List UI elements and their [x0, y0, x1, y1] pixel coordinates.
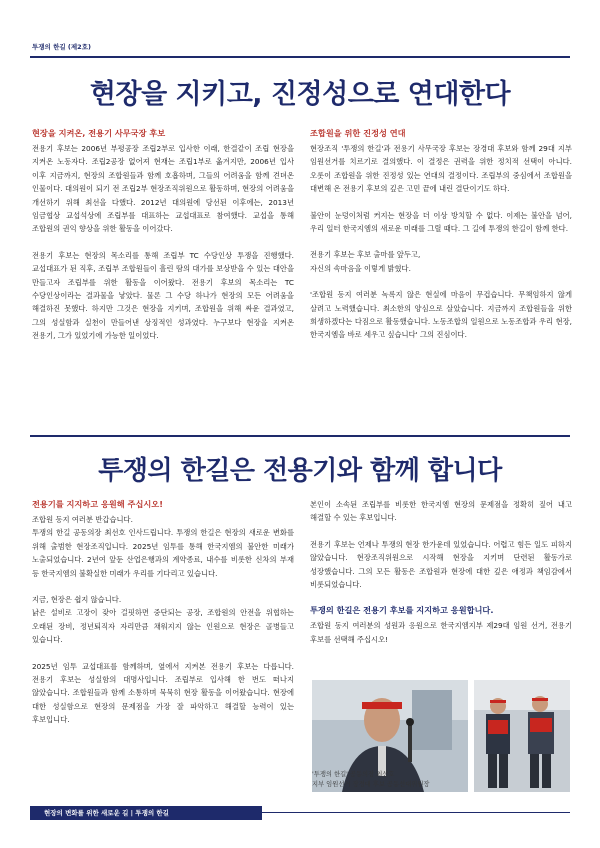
section1-headline: 현장을 지키고, 진정성으로 연대한다: [89, 79, 511, 110]
section2-headline: 투쟁의 한길은 전용기와 함께 합니다: [98, 456, 502, 486]
section2-left-column: [32, 498, 294, 740]
footer-rule: [262, 812, 570, 813]
section2-right-paragraph-1: 본인이 소속된 조립부를 비롯한 한국지엠 현장의 문제점을 정확히 짚어 내고 해결할 수 있는 후보입니다.: [310, 500, 572, 523]
section1-left-subhead: 현장을 지켜온, 전용기 사무국장 후보: [32, 128, 166, 138]
section2-right-paragraph-3: 조합원 동지 여러분의 성원과 응원으로 한국지엠지부 제29대 임원 선거, 전용기 후보를 선택해 주십시오!: [310, 621, 572, 644]
section2-right-subhead: 투쟁의 한길은 전용기 후보를 지지하고 응원합니다.: [310, 605, 494, 616]
picket-photo: [474, 680, 570, 792]
section2-left-paragraph-2a: 지금, 현장은 쉽지 않습니다.: [32, 595, 122, 605]
section1-right-paragraph-2: 불안이 눈덩이처럼 커지는 현장을 더 이상 방치할 수 없다. 이제는 불안을 넘어, 우리 일터 한국지엠의 새로운 미래를 그릴 때다. 그 길에 투쟁의 한길이 함께 한다.: [310, 210, 572, 234]
section1-right-paragraph-3a: 전용기 후보는 후보 출마를 앞두고,: [310, 250, 421, 260]
section2-right-paragraph-2: 전용기 후보는 언제나 투쟁의 현장 한가운데 있었습니다. 어렵고 힘든 일도 피하지 않았습니다. 현장조직위원으로 시작해 현장을 지키며 단련된 활동가로 성장했습니다. 그의 모든 활동은 조합원과 현장에 대한 깊은 애정과 책임감에서 비롯되었습니다.: [310, 539, 572, 590]
section2-left-paragraph-3: 2025년 임투 교섭대표를 함께하며, 옆에서 지켜본 전용기 후보는 다릅니다. 전용기 후보는 성실함의 대명사입니다. 조립부로 입사해 한 번도 떠나지 않았습니다. 조합원들과 함께 소통하며 묵묵히 현장 활동을 이어왔습니다. 현장에 대한 성실함으로 현장의 문제점을 가장 잘 파악하고 해결할 능력이 있는 후보입니다.: [32, 661, 294, 725]
section2-left-paragraph-2b: 낡은 설비로 고장이 잦아 걸핏하면 중단되는 공장, 조합원의 안전을 위협하는 오래된 장비, 정년퇴직자 자리만큼 채워지지 않는 인원으로 현장은 골병들고 있습니다.: [32, 608, 294, 645]
picket-photo-image: [474, 680, 570, 792]
section2-right-column: [310, 498, 572, 659]
section-divider: [30, 435, 570, 437]
footer-banner: 현장의 변화를 위한 새로운 길 | 투쟁의 한길: [30, 806, 262, 820]
page-header: [30, 40, 570, 58]
section1-left-paragraph-1: 전용기 후보는 2006년 부평공장 조립2부로 입사한 이래, 한결같이 조립 현장을 지켜온 노동자다. 조립2공장 없어져 현재는 조립1부로 옮겨지만, 2006년 입사 이후 지금까지, 현장의 조합원들과 함께 호흡하며, 그들의 어려움을 함께 견뎌온 인물이다. 대의원이 되기 전 조립2부 현장조직위원으로 활동하며, 현장의 어려움을 개선하기 위해 최선을 다했다. 2012년 대의원에 당선된 이후에는, 2013년 임금협상 교섭석상에 조립부를 대표하는 교섭대표로 참여했다. 교섭을 통해 조합원의 권익 향상을 위한 활동을 이어갔다.: [32, 144, 294, 234]
issue-label: 투쟁의 한길 (제2호): [32, 43, 91, 51]
section1-right-column: [310, 127, 572, 355]
section1-right-paragraph-3b: 자신의 속마음을 이렇게 밝혔다.: [310, 263, 411, 273]
photo-caption-line-1: '투쟁의 한길' 공동의장 최선호: [312, 771, 395, 778]
section2-left-subhead: 전용기를 지지하고 응원해 주십시오!: [32, 499, 163, 509]
photo-caption: [312, 770, 468, 790]
section1-left-column: [32, 127, 294, 356]
section2-left-paragraph-1a: 조합원 동지 여러분 반갑습니다.: [32, 515, 133, 524]
section1-left-paragraph-2: 전용기 후보는 현장의 목소리를 통해 조립부 TC 수당인상 투쟁을 진행했다. 교섭대표가 된 직후, 조립부 조합원들이 흘린 땀의 대가를 보상받을 수 있는 대안을 만들고자 조립부를 위한 활동을 이어왔다. 전용기 후보의 목소리는 TC 수당인상이라는 결과물을 낳았다. 물론 그 수당 하나가 현장의 모든 어려움을 해결하진 못했다. 하지만 그것은 현장을 지키며, 조합원을 위해 싸운 결과였고, 그의 성실함과 실천이 만들어낸 상징적인 성과였다. 누구보다 현장을 지켜온 전용기, 그가 있었기에 가능한 일이었다.: [32, 250, 294, 341]
section2-left-paragraph-1b: 투쟁의 한길 공동의장 최선호 인사드립니다. 투쟁의 한길은 현장의 새로운 변화를 위해 출범한 현장조직입니다. 2025년 임투를 통해 한국지엠의 불안한 미래가 노출되었습니다. 2년여 앞둔 산업은행과의 계약종료, 내수를 비롯한 신차의 부재 등 한국지엠의 불확실한 미래가 우리를 기다리고 있습니다.: [32, 528, 294, 578]
page-footer: [30, 806, 570, 820]
section1-right-quote: '조합원 동지 여러분 녹록지 않은 현실에 마음이 무겁습니다. 무책임하지 않게 살려고 노력했습니다. 최소한의 양심으로 살았습니다. 지금까지 조합원들을 위한 희생하겠다는 다짐으로 활동했습니다. 노동조합의 일원으로 노동조합과 우리 현장, 한국지엠을 바로 세우고 싶습니다' 그의 진심이다.: [310, 290, 572, 340]
section1-right-paragraph-1: 현장조직 '투쟁의 한길'과 전용기 사무국장 후보는 장경대 후보와 함께 29대 지부 임원선거를 치르기로 결의했다. 이 결정은 권력을 위한 정치적 선택이 아니다. 오롯이 조합원을 위한 진정성 있는 연대의 결정이다. 조립부의 중심에서 조합원을 대변해 온 전용기 후보의 깊은 고민 끝에 내린 결단이기도 하다.: [310, 144, 572, 194]
section1-right-subhead: 조합원을 위한 진정성 연대: [310, 128, 406, 138]
photo-caption-line-2: 지부 임원선거 장경대 후보 공동선대위원장: [312, 781, 430, 788]
